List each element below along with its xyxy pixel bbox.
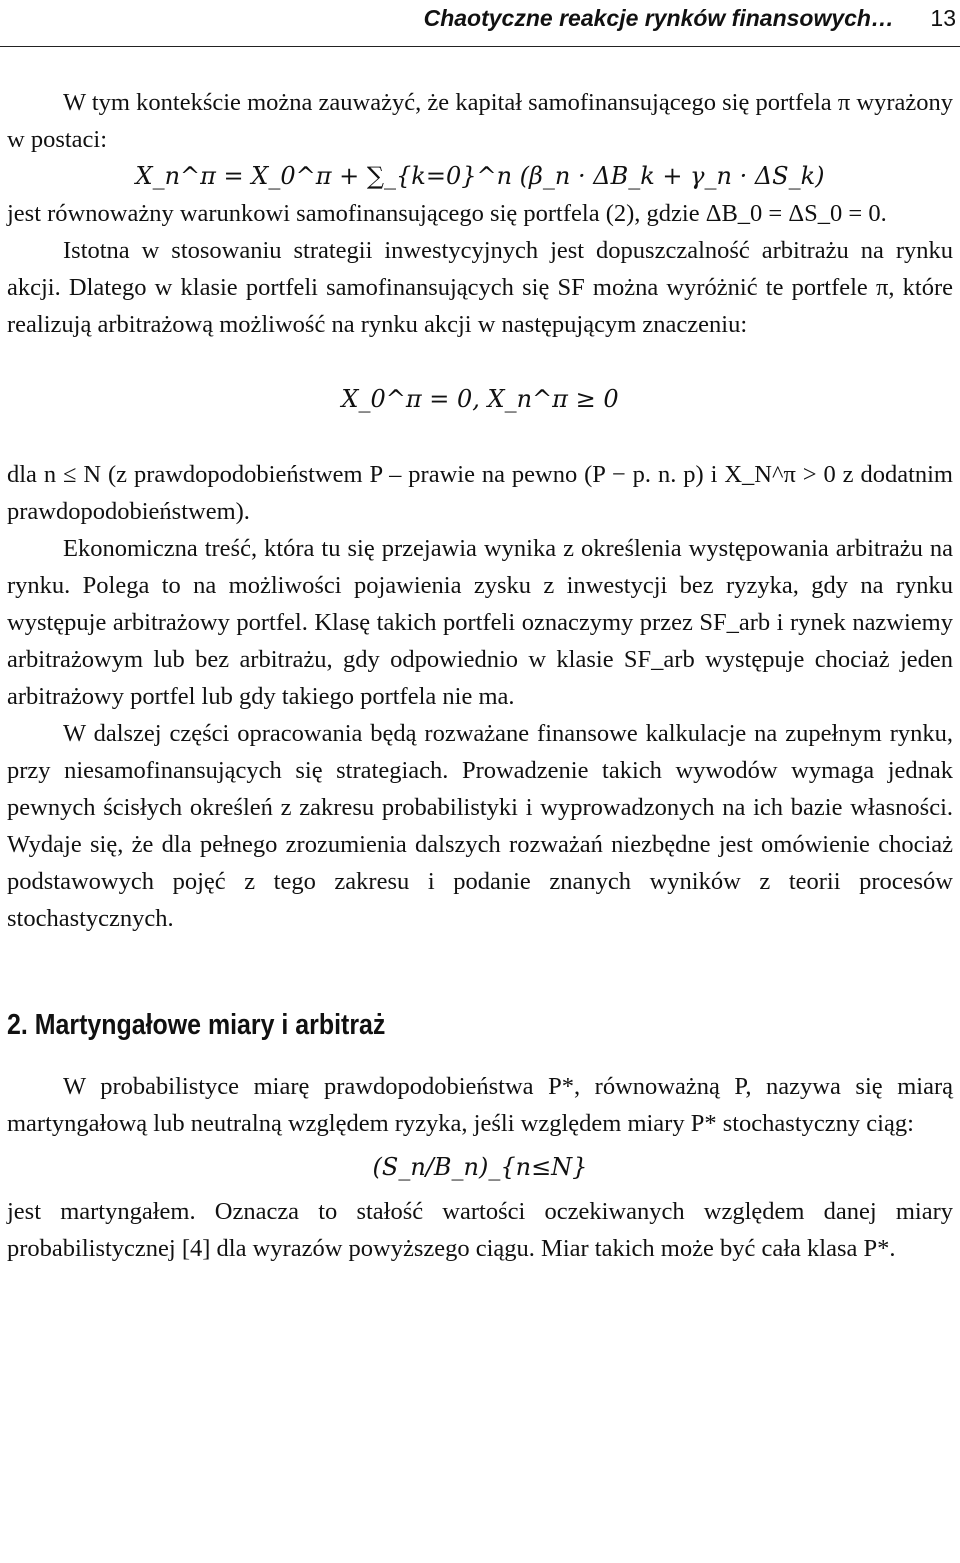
page-body	[7, 84, 953, 1267]
paragraph-7: W probabilistyce miarę prawdopodobieństwa P*, równoważną P, nazywa się miarą martyngałową lub neutralną względem ryzyka, jeśli względem miary P* stochastyczny ciąg:	[7, 1073, 953, 1137]
page-number: 13	[930, 5, 956, 31]
section-heading: 2. Martyngałowe miary i arbitraż	[7, 1009, 386, 1041]
formula-martingale: (S_n/B_n)_{n≤N}	[372, 1153, 588, 1181]
running-header	[0, 0, 960, 47]
paragraph-4: dla n ≤ N (z prawdopodobieństwem P – prawie na pewno (P − p. n. p) i X_N^π > 0 z dodatnim prawdopodobieństwem).	[7, 461, 953, 525]
formula-arbitrage: X_0^π = 0, X_n^π ≥ 0	[341, 385, 619, 413]
paragraph-8: jest martyngałem. Oznacza to stałość wartości oczekiwanych względem danej miary probabilistycznej [4] dla wyrazów powyższego ciągu. Miar takich może być cała klasa P*.	[7, 1198, 953, 1262]
paragraph-6: W dalszej części opracowania będą rozważane finansowe kalkulacje na zupełnym rynku, przy niesamofinansujących się strategiach. Prowadzenie takich wywodów wymaga jednak pewnych ścisłych określeń z zakresu probabilistyki i wyprowadzonych na ich bazie własności. Wydaje się, że dla pełnego zrozumienia dalszych rozważań niezbędne jest omówienie chociaż podstawowych pojęć z tego zakresu i podanie znanych wyników z teorii procesów stochastycznych.	[7, 720, 953, 932]
formula-capital: X_n^π = X_0^π + ∑_{k=0}^n (β_n · ΔB_k + γ_n · ΔS_k)	[135, 162, 825, 190]
paragraph-2: jest równoważny warunkowi samofinansującego się portfela (2), gdzie ΔB_0 = ΔS_0 = 0.	[7, 200, 887, 227]
paragraph-1: W tym kontekście można zauważyć, że kapitał samofinansującego się portfela π wyrażony w postaci:	[7, 89, 953, 153]
paragraph-3: Istotna w stosowaniu strategii inwestycyjnych jest dopuszczalność arbitrażu na rynku akcji. Dlatego w klasie portfeli samofinansujących się SF można wyróżnić te portfele π, które realizują arbitrażową możliwość na rynku akcji w następującym znaczeniu:	[7, 237, 953, 338]
running-title: Chaotyczne reakcje rynków finansowych…	[423, 5, 894, 31]
paragraph-5: Ekonomiczna treść, która tu się przejawia wynika z określenia występowania arbitrażu na rynku. Polega to na możliwości pojawienia zysku z inwestycji bez ryzyka, gdy na rynku występuje arbitrażowy portfel. Klasę takich portfeli oznaczymy przez SF_arb i rynek nazwiemy arbitrażowym lub bez arbitrażu, gdy odpowiednio w klasie SF_arb występuje chociaż jeden arbitrażowy portfel lub gdy takiego portfela nie ma.	[7, 535, 953, 710]
